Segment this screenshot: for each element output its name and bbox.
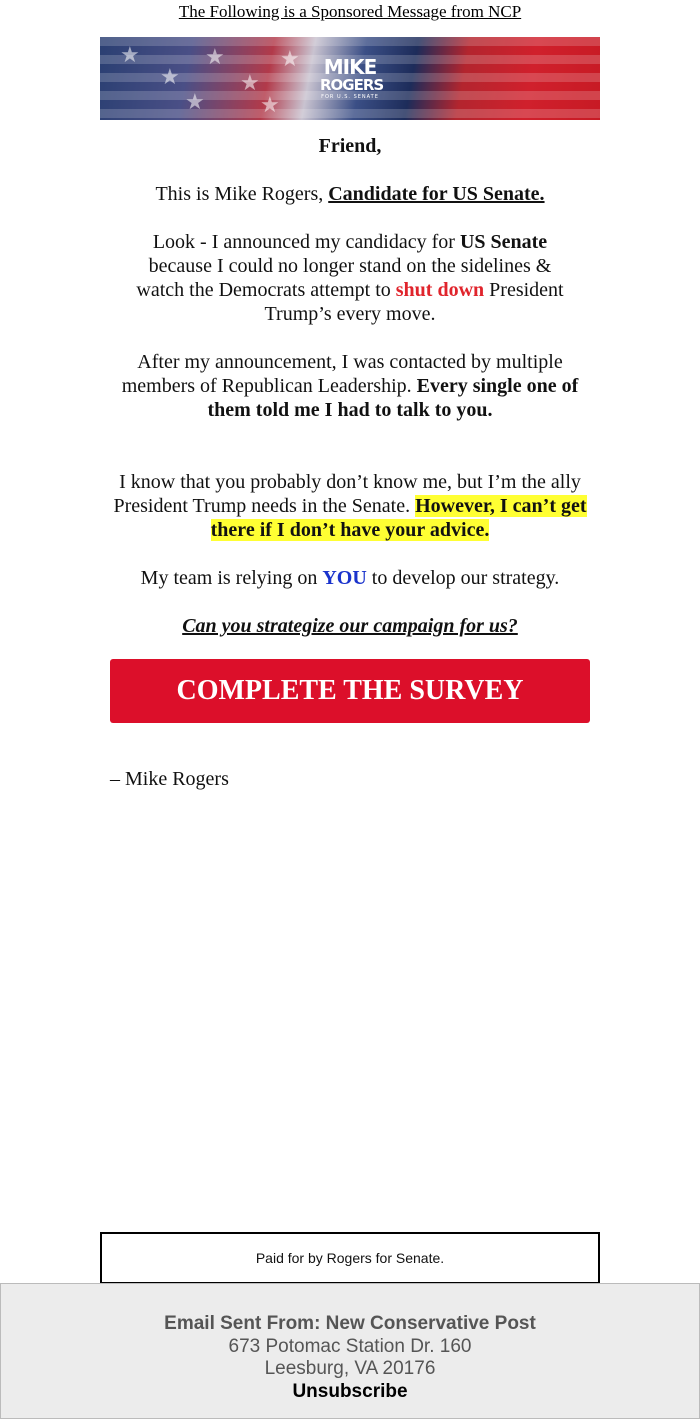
paragraph-text: After my announcement, I was contacted by multiple members of Republican Leadership. (121, 351, 563, 397)
logo-line-1: MIKE (323, 55, 377, 79)
star-icon: ★ (120, 43, 140, 68)
greeting: Friend, (318, 135, 382, 157)
star-icon: ★ (280, 47, 300, 72)
address-line-2: Leesburg, VA 20176 (264, 1358, 436, 1379)
address-line-1: 673 Potomac Station Dr. 160 (228, 1336, 472, 1357)
mike-rogers-logo (320, 55, 384, 101)
highlighted-advice-text: However, I can’t get there if I don’t have your advice. (210, 495, 587, 541)
complete-survey-button[interactable]: COMPLETE THE SURVEY (110, 659, 590, 723)
star-icon: ★ (160, 65, 180, 90)
star-icon: ★ (205, 45, 225, 70)
campaign-banner[interactable] (100, 37, 600, 120)
paragraph-text: President Trump’s every move. (264, 279, 564, 325)
flag-stripe (100, 109, 600, 118)
paragraph-text: because I could no longer stand on the sidelines & watch the Democrats attempt to (136, 255, 552, 301)
sent-from-text: Email Sent From: New Conservative Post (164, 1313, 536, 1334)
paragraph-text: Look - I announced my candidacy for (152, 231, 460, 253)
paragraph-text: I know that you probably don’t know me, but I’m the ally President Trump needs in the Senate. (113, 471, 581, 517)
logo-line-2: ROGERS (320, 76, 384, 94)
you-emphasis: YOU (322, 567, 367, 589)
leadership-emphasis: Every single one of them told me I had to talk to you. (207, 375, 579, 421)
sponsored-message-link[interactable]: The Following is a Sponsored Message from NCP (178, 2, 522, 21)
paid-for-disclaimer: Paid for by Rogers for Senate. (100, 1232, 600, 1284)
star-icon: ★ (185, 90, 205, 115)
candidate-link[interactable]: Candidate for US Senate. (328, 183, 545, 205)
star-icon: ★ (240, 71, 260, 96)
paragraph-text: My team is relying on (140, 567, 323, 589)
email-footer (0, 1283, 700, 1419)
paragraph-text: to develop our strategy. (366, 567, 560, 589)
signature: – Mike Rogers (110, 768, 229, 790)
strategize-question-link[interactable]: Can you strategize our campaign for us? (182, 615, 518, 637)
intro-text: This is Mike Rogers, (155, 183, 329, 205)
logo-line-3: FOR U.S. SENATE (321, 94, 379, 100)
flag-stripe (100, 37, 600, 46)
us-senate-text: US Senate (459, 231, 548, 253)
star-icon: ★ (260, 93, 280, 118)
email-body (110, 132, 590, 638)
unsubscribe-link[interactable]: Unsubscribe (292, 1381, 408, 1402)
shut-down-text: shut down (395, 279, 485, 301)
